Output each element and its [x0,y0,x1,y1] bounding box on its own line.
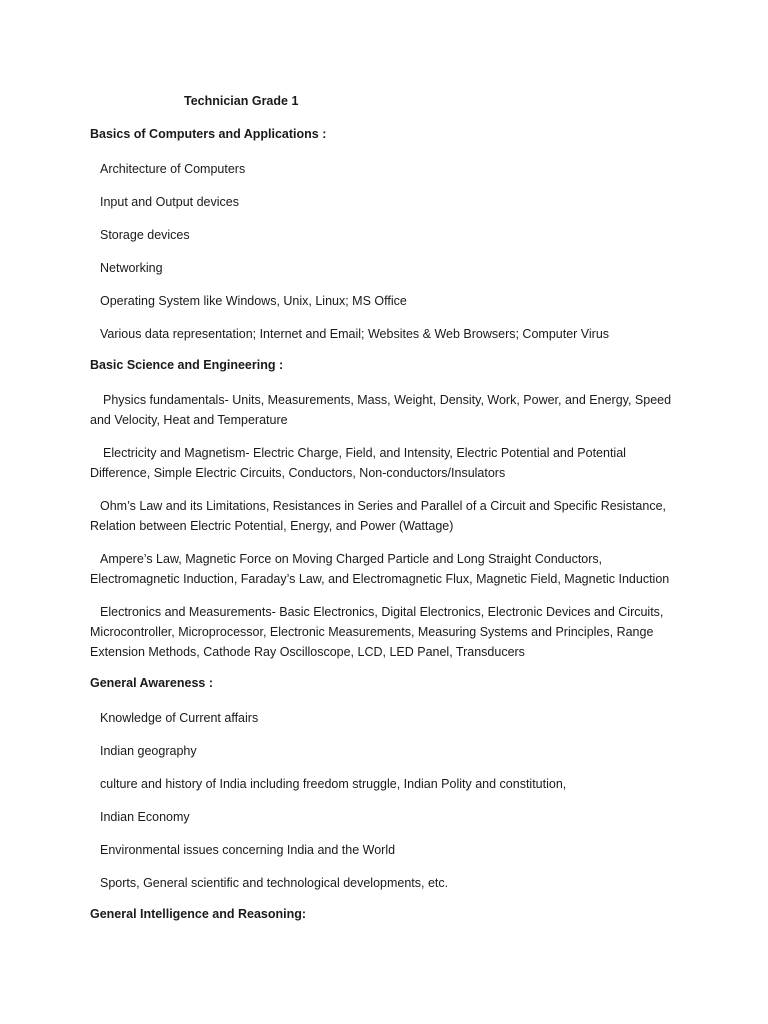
section-heading-science: Basic Science and Engineering : [90,358,284,372]
list-item-text: Knowledge of Current affairs [100,711,259,725]
list-item [90,291,678,311]
list-item-text: Electronics and Measurements- Basic Electronics, Digital Electronics, Electronic Devices and Circuits, Microcontroller, Microprocessor, Electronic Measurements, Measuring Systems and Principles, Range Extension Methods, Cathode Ray Oscilloscope, LCD, LED Panel, Transducers [90,605,664,659]
science-topic-list [90,390,678,662]
list-item-text: Physics fundamentals- Units, Measurements, Mass, Weight, Density, Work, Power, and Energy, Speed and Velocity, Heat and Temperature [90,393,672,427]
list-item-text: Storage devices [100,228,190,242]
list-item-text: Indian geography [100,744,197,758]
list-item-text: Input and Output devices [100,195,239,209]
list-item-text: Operating System like Windows, Unix, Linux; MS Office [100,294,407,308]
computers-topic-list [90,159,678,344]
list-item-text: Electricity and Magnetism- Electric Charge, Field, and Intensity, Electric Potential and Potential Difference, Simple Electric Circuits, Conductors, Non-conductors/Insulators [90,446,626,480]
list-item [90,225,678,245]
list-item-text: culture and history of India including freedom struggle, Indian Polity and constitution, [100,777,567,791]
list-item [90,774,678,794]
list-item-text: Environmental issues concerning India and the World [100,843,396,857]
section-heading-computers: Basics of Computers and Applications : [90,127,327,141]
list-item-text: Ohm’s Law and its Limitations, Resistances in Series and Parallel of a Circuit and Specific Resistance, Relation between Electric Potential, Energy, and Power (Wattage) [90,499,667,533]
list-item [90,443,678,483]
list-item [90,258,678,278]
list-item [90,324,678,344]
list-item-text: Sports, General scientific and technological developments, etc. [100,876,449,890]
list-item-text: Indian Economy [100,810,190,824]
list-item-text: Networking [100,261,163,275]
list-item [90,192,678,212]
list-item [90,549,678,589]
list-item [90,159,678,179]
list-item [90,807,678,827]
list-item [90,708,678,728]
document-title: Technician Grade 1 [184,94,299,108]
list-item [90,840,678,860]
list-item-text: Various data representation; Internet and Email; Websites & Web Browsers; Computer Virus [100,327,610,341]
list-item-text: Architecture of Computers [100,162,246,176]
awareness-topic-list [90,708,678,893]
list-item [90,873,678,893]
list-item [90,496,678,536]
list-item [90,741,678,761]
list-item [90,390,678,430]
list-item [90,602,678,662]
list-item-text: Ampere’s Law, Magnetic Force on Moving Charged Particle and Long Straight Conductors, Electromagnetic Induction, Faraday’s Law, and Electromagnetic Flux, Magnetic Field, Magnetic Induction [90,552,670,586]
section-heading-awareness: General Awareness : [90,676,213,690]
section-heading-reasoning: General Intelligence and Reasoning: [90,907,307,921]
document-body [90,93,678,939]
